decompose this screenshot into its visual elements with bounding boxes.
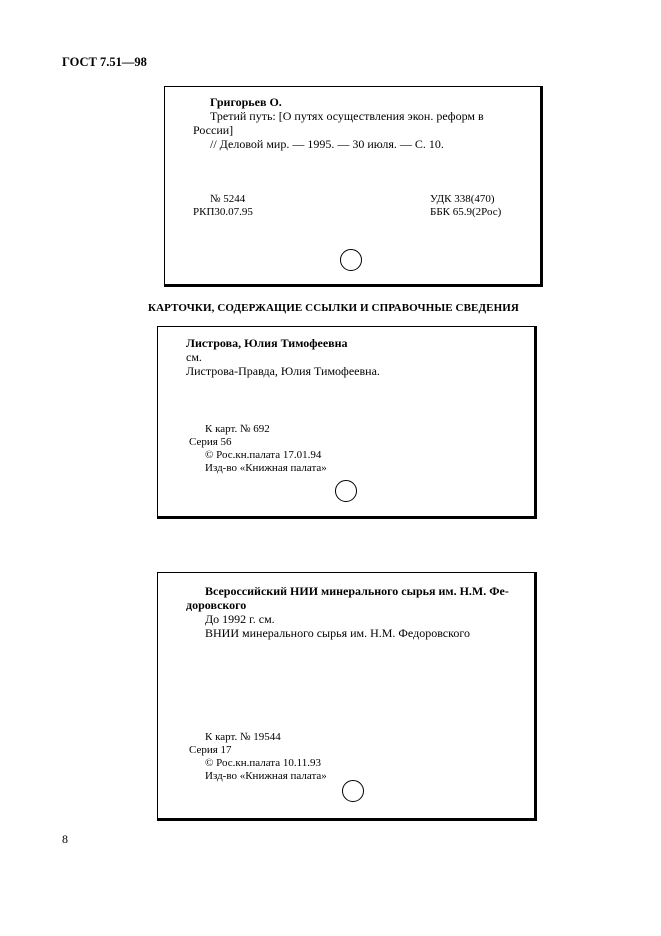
card-title-line: Третий путь: [О путях осуществления экон. реформ в [210,109,484,123]
card-bbk: ББК 65.9(2Рос) [430,206,502,218]
card-see: см. [186,350,202,364]
card-copyright: © Рос.кн.палата 10.11.93 [205,757,321,769]
catalog-card-vniims [157,572,537,821]
card-title-line: России] [193,123,234,137]
card-publisher: Изд-во «Книжная палата» [205,462,327,474]
card-punch-hole [335,480,357,502]
card-copyright: © Рос.кн.палата 17.01.94 [205,449,322,461]
card-heading: Листрова, Юлия Тимофеевна [186,336,348,350]
card-target: Листрова-Правда, Юлия Тимофеевна. [186,364,380,378]
card-heading-line: Всероссийский НИИ минерального сырья им. Н.М. Фе- [205,584,509,598]
card-series: Серия 56 [189,436,232,448]
catalog-card-grigoriev [164,86,543,287]
card-punch-hole [340,249,362,271]
catalog-card-listrova [157,326,537,519]
card-publisher: Изд-во «Книжная палата» [205,770,327,782]
card-series: Серия 17 [189,744,232,756]
card-source-line: // Деловой мир. — 1995. — 30 июля. — С. 10. [210,137,444,151]
card-note: До 1992 г. см. [205,612,275,626]
document-header: ГОСТ 7.51—98 [62,55,147,69]
card-punch-hole [342,780,364,802]
page-number: 8 [62,832,68,846]
card-heading-line: доровского [186,598,247,612]
card-rkp: РКП30.07.95 [193,206,253,218]
section-title: КАРТОЧКИ, СОДЕРЖАЩИЕ ССЫЛКИ И СПРАВОЧНЫЕ СВЕДЕНИЯ [148,302,519,314]
card-target: ВНИИ минерального сырья им. Н.М. Федоровского [205,626,470,640]
card-number: № 5244 [210,193,246,205]
card-ref: К карт. № 692 [205,423,270,435]
card-author: Григорьев О. [210,95,282,109]
card-ref: К карт. № 19544 [205,731,281,743]
card-udk: УДК 338(470) [430,193,495,205]
